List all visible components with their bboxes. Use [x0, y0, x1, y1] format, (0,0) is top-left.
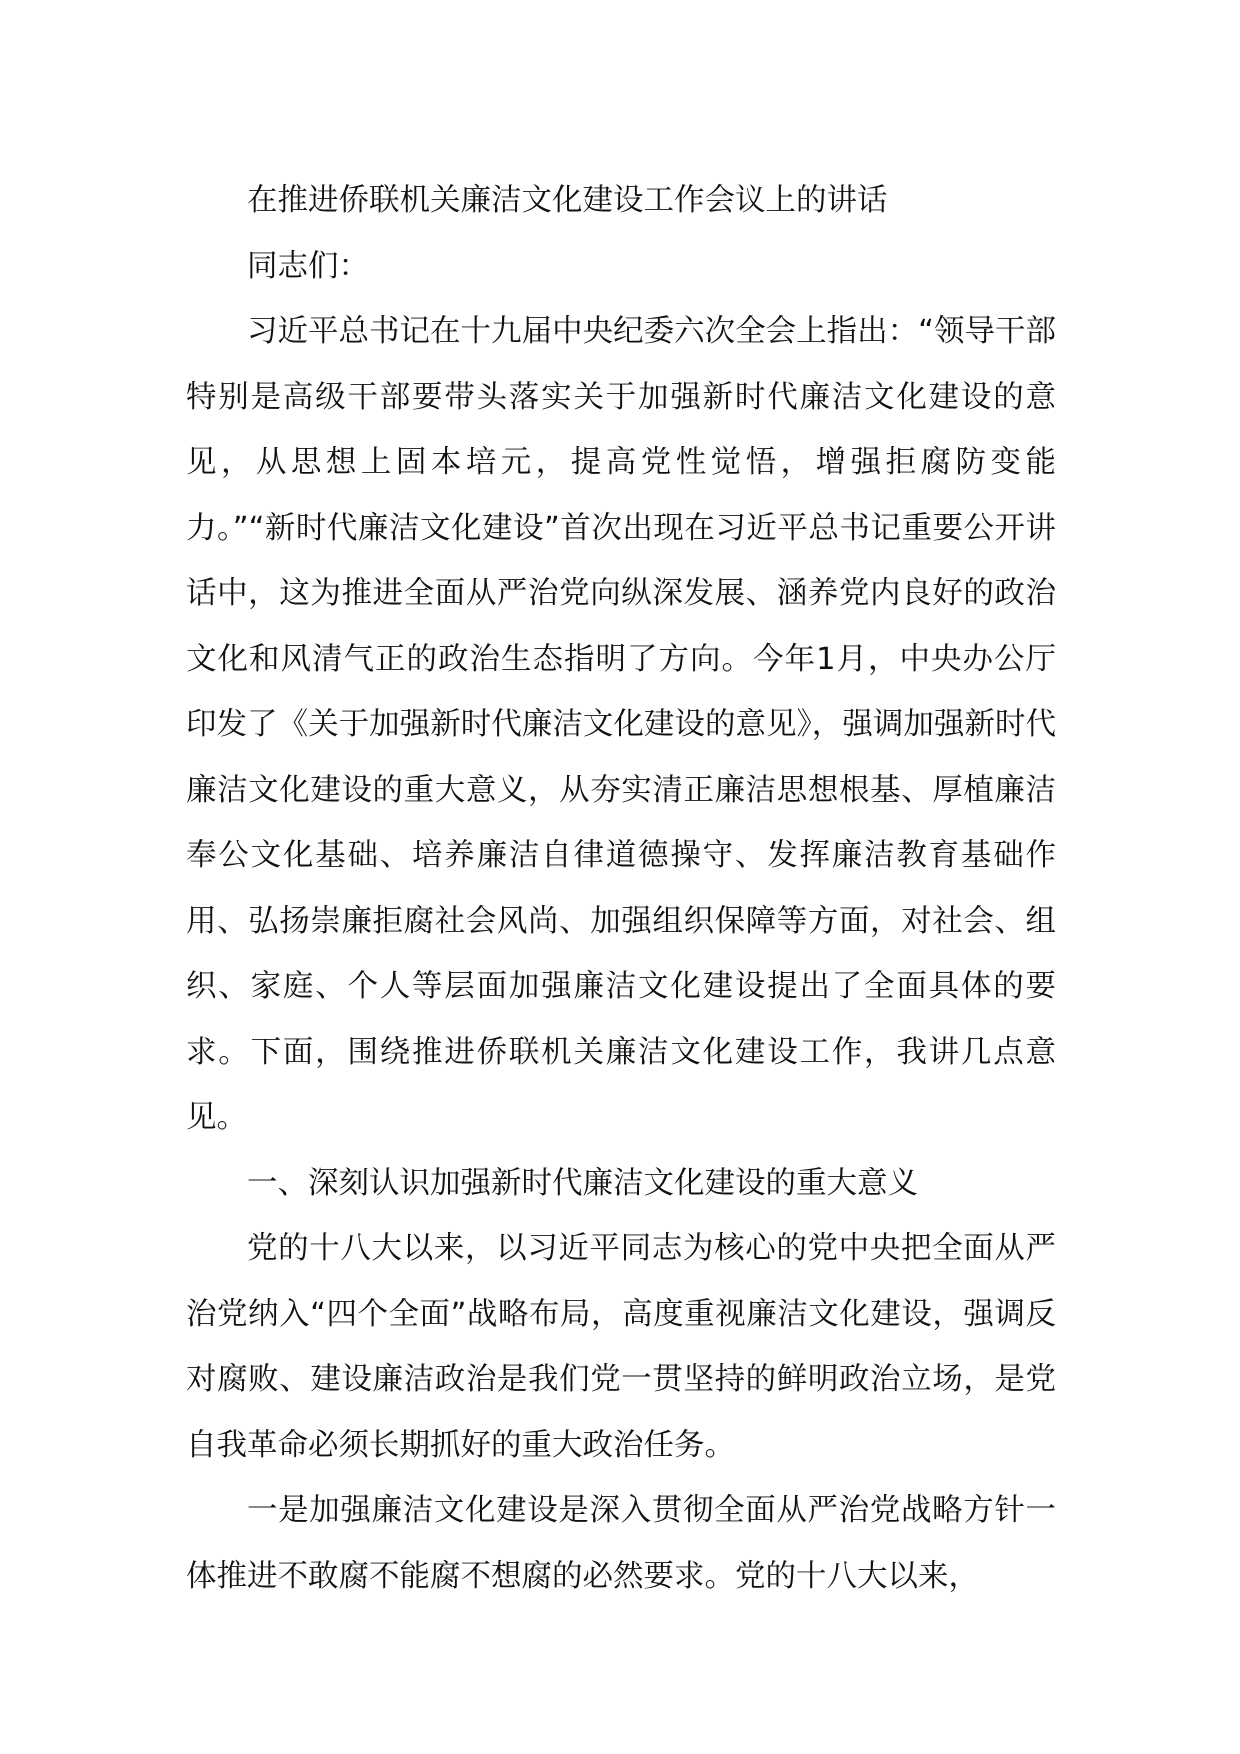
speech-title: 在推进侨联机关廉洁文化建设工作会议上的讲话	[247, 183, 888, 218]
body-paragraph: 党的十八大以来，以习近平同志为核心的党中央把全面从严治党纳入“四个全面”战略布局，高度重视廉洁文化建设，强调反对腐败、建设廉洁政治是我们党一贯坚持的鲜明政治立场，是党自我革命必须长期抓好的重大政治任务。	[186, 1231, 1056, 1463]
section-heading: 一、深刻认识加强新时代廉洁文化建设的重大意义	[247, 1165, 918, 1201]
salutation: 同志们：	[247, 248, 369, 284]
body-paragraph: 一是加强廉洁文化建设是深入贯彻全面从严治党战略方针一体推进不敢腐不能腐不想腐的必然要求。党的十八大以来，	[186, 1493, 1056, 1594]
document-body	[186, 168, 1056, 1609]
body-paragraph: 习近平总书记在十九届中央纪委六次全会上指出：“领导干部特别是高级干部要带头落实关于加强新时代廉洁文化建设的意见，从思想上固本培元，提高党性觉悟，增强拒腐防变能力。”“新时代廉洁文化建设”首次出现在习近平总书记重要公开讲话中，这为推进全面从严治党向纵深发展、涵养党内良好的政治文化和风清气正的政治生态指明了方向。今年1月，中央办公厅印发了《关于加强新时代廉洁文化建设的意见》，强调加强新时代廉洁文化建设的重大意义，从夯实清正廉洁思想根基、厚植廉洁奉公文化基础、培养廉洁自律道德操守、发挥廉洁教育基础作用、弘扬崇廉拒腐社会风尚、加强组织保障等方面，对社会、组织、家庭、个人等层面加强廉洁文化建设提出了全面具体的要求。下面，围绕推进侨联机关廉洁文化建设工作，我讲几点意见。	[186, 314, 1056, 1135]
